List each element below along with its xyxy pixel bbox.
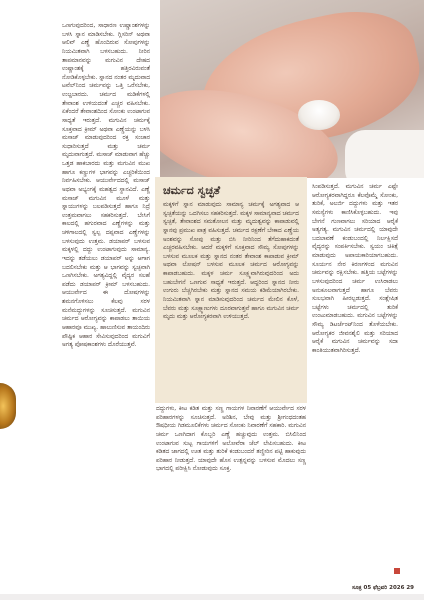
box-body: ಮಕ್ಕಳಿಗೆ ಸ್ನಾನ ಮಾಡುವುದು ಸಾಮಾನ್ಯ ಚರ್ಮಕ್ಕೆ ಅಗತ್ಯವಾದ ಆ ಸ್ವಚ್ಛತೆಯನ್ನು ಒದಗಿಸಲು ಸಹಕರಿಸುತ್ತದೆ. ಮಕ್ಕಳ ಸಾಮಾನ್ಯವಾದ ಚರ್ಮದ ಸ್ವಚ್ಛತೆ, ತೇವಾಂಶದ ಸಮತೋಲನ ಮತ್ತು ಮೃದುತ್ವವನ್ನು ಕಾಪಾಡುವಲ್ಲಿ ಸ್ನಾನವು ಪ್ರಮುಖ ಪಾತ್ರ ವಹಿಸುತ್ತದೆ. ಚರ್ಮದ ರಕ್ಷಣೆಗೆ ಬೇಕಾದ ಎಣ್ಣೆಯ ಅಂಶವನ್ನು ಸೋಪು ಮತ್ತು ಬಿಸಿ ನೀರಿನಿಂದ ತೆಗೆದುಹಾಕದಂತೆ ಎಚ್ಚರವಹಿಸಬೇಕು. ಆದರೆ ಮಕ್ಕಳಿಗೆ ಸೂಕ್ತವಾದ ಸೌಮ್ಯ ಸೋಪುಗಳನ್ನು ಬಳಸುವ ಮೂಲಕ ಮತ್ತು ಸ್ನಾನದ ನಂತರ ತೇವಾಂಶ ಕಾಪಾಡುವ ಕ್ರೀಮ್ ಅಥವಾ ಲೋಷನ್ ಬಳಸುವ ಮೂಲಕ ಚರ್ಮದ ಆರೋಗ್ಯವನ್ನು ಕಾಪಾಡಬಹುದು. ಮಕ್ಕಳ ಚರ್ಮ ಸೂಕ್ಷ್ಮವಾಗಿರುವುದರಿಂದ ಅದು ಬಹುಬೇಗನೆ ಒಣಗುವ ಸಾಧ್ಯತೆ ಇರುತ್ತದೆ. ಆದ್ದರಿಂದ ಸ್ನಾನದ ನೀರು ಉಗುರು ಬೆಚ್ಚಗಿರಬೇಕು ಮತ್ತು ಸ್ನಾನದ ಸಮಯ ಕಡಿಮೆಯಾಗಿರಬೇಕು. ನಿಯಮಿತವಾಗಿ ಸ್ನಾನ ಮಾಡಿಸುವುದರಿಂದ ಚರ್ಮದ ಮೇಲಿನ ಕೊಳೆ, ಬೆವರು ಮತ್ತು ಸೂಕ್ಷ್ಮಾಣುಗಳು ದೂರವಾಗುತ್ತವೆ ಹಾಗೂ ಮಗುವಿನ ಚರ್ಮ ಮೃದು ಮತ್ತು ಆರೋಗ್ಯಕರವಾಗಿ ಉಳಿಯುತ್ತದೆ. (163, 202, 299, 321)
middle-column-bottom (156, 405, 306, 560)
baby-massage-photo (160, 0, 424, 178)
towel (345, 130, 424, 178)
left-column-text: ಒಣಗುವುದರಿಂದ, ಸಾಧಾರಣ ಉಷ್ಣಾಂಶಗಳನ್ನು ಬಳಸಿ ಸ್ನಾನ ಮಾಡಿಸಬೇಕು. ಗ್ಲಿಸರಿನ್ ಅಥವಾ ಆಲಿವ್ ಎಣ್ಣೆ ಹೊಂದಿರುವ ಸೋಪುಗಳನ್ನು ನಿಯಮಿತವಾಗಿ ಬಳಸಬಹುದು. ನೀರಿನ ತಾಪಮಾನವನ್ನು ಮಗುವಿನ ದೇಹದ ಉಷ್ಣಾಂಶಕ್ಕೆ ಹತ್ತಿರವಿರುವಂತೆ ನೋಡಿಕೊಳ್ಳಬೇಕು. ಸ್ನಾನದ ನಂತರ ಮೃದುವಾದ ಟವೆಲ್‌ನಿಂದ ಚರ್ಮವನ್ನು ಒತ್ತಿ ಒರೆಸಬೇಕು, ಉಜ್ಜಬಾರದು. ಚರ್ಮದ ಮಡಿಕೆಗಳಲ್ಲಿ ತೇವಾಂಶ ಉಳಿಯದಂತೆ ಎಚ್ಚರ ವಹಿಸಬೇಕು. ಏಕೆಂದರೆ ತೇವಾಂಶದಿಂದ ಸೋಂಕು ಉಂಟಾಗುವ ಸಾಧ್ಯತೆ ಇರುತ್ತದೆ. ಮಗುವಿನ ಚರ್ಮಕ್ಕೆ ಸೂಕ್ತವಾದ ಕ್ರೀಮ್ ಅಥವಾ ಎಣ್ಣೆಯನ್ನು ಬಳಸಿ ಮಸಾಜ್ ಮಾಡುವುದರಿಂದ ರಕ್ತ ಸಂಚಾರ ಸುಧಾರಿಸುತ್ತದೆ ಮತ್ತು ಚರ್ಮ ಮೃದುವಾಗುತ್ತದೆ. ಮಸಾಜ್ ಮಾಡುವಾಗ ಹೆಚ್ಚು ಒತ್ತಡ ಹಾಕಬಾರದು ಮತ್ತು ಮಗುವಿನ ಮುಖ ಹಾಗೂ ಕಣ್ಣುಗಳ ಭಾಗವನ್ನು ಎಚ್ಚರಿಕೆಯಿಂದ ನಿರ್ವಹಿಸಬೇಕು. ಆಯುರ್ವೇದದಲ್ಲಿ ಮಸಾಜ್ ಅಥವಾ ಅಭ್ಯಂಗಕ್ಕೆ ಮಹತ್ವದ ಸ್ಥಾನವಿದೆ. ಎಣ್ಣೆ ಮಸಾಜ್ ಮಗುವಿನ ಮೂಳೆ ಮತ್ತು ಸ್ನಾಯುಗಳನ್ನು ಬಲಪಡಿಸುತ್ತದೆ ಹಾಗೂ ನಿದ್ರೆ ಉತ್ತಮವಾಗಲು ಸಹಕರಿಸುತ್ತದೆ. ಬೇಸಿಗೆ ಕಾಲದಲ್ಲಿ ಹಗುರವಾದ ಎಣ್ಣೆಗಳನ್ನು ಮತ್ತು ಚಳಿಗಾಲದಲ್ಲಿ ಸ್ವಲ್ಪ ದಪ್ಪವಾದ ಎಣ್ಣೆಗಳನ್ನು ಬಳಸುವುದು ಉತ್ತಮ. ಡಯಾಪರ್ ಬಳಸುವ ಮಕ್ಕಳಲ್ಲಿ ದದ್ದು ಉಂಟಾಗುವುದು ಸಾಮಾನ್ಯ. ಇದನ್ನು ತಡೆಯಲು ಡಯಾಪರ್ ಅನ್ನು ಆಗಾಗ ಬದಲಿಸಬೇಕು ಮತ್ತು ಆ ಭಾಗವನ್ನು ಸ್ವಚ್ಛವಾಗಿ ಒಣಗಿಸಬೇಕು. ಅಗತ್ಯವಿದ್ದಲ್ಲಿ ವೈದ್ಯರ ಸಲಹೆ ಪಡೆದು ಡಯಾಪರ್ ಕ್ರೀಮ್ ಬಳಸಬಹುದು. ಆಯುರ್ವೇದ ಈ ದೋಷಗಳನ್ನು ಶಮನಗೊಳಿಸಲು ಕೆಲವು ಸರಳ ಮನೆಮದ್ದುಗಳನ್ನು ಸೂಚಿಸುತ್ತದೆ. ಮಗುವಿನ ಚರ್ಮದ ಆರೋಗ್ಯವನ್ನು ಕಾಪಾಡಲು ತಾಯಿಯ ಆಹಾರವೂ ಮುಖ್ಯ. ಹಾಲುಣಿಸುವ ತಾಯಂದಿರು ಪೌಷ್ಟಿಕ ಆಹಾರ ಸೇವಿಸುವುದರಿಂದ ಮಗುವಿಗೆ ಅಗತ್ಯ ಪೋಷಕಾಂಶಗಳು ದೊರೆಯುತ್ತವೆ. (62, 23, 150, 349)
right-column-text: ಸಿಂಪಡಿಸುತ್ತದೆ. ಮಗುವಿನ ಚರ್ಮ ಎಷ್ಟೇ ಆರೋಗ್ಯಕರವಾಗಿದ್ದರೂ ಕೆಲವೊಮ್ಮೆ ಸೋಂಕು, ತುರಿಕೆ, ಅಲರ್ಜಿ ದದ್ದುಗಳು ಮತ್ತು ಇತರ ಸಮಸ್ಯೆಗಳು ಕಾಣಿಸಿಕೊಳ್ಳಬಹುದು. ಇವು ಬೇಗನೆ ಗುಣವಾಗಲು ಸರಿಯಾದ ಆರೈಕೆ ಅತ್ಯಗತ್ಯ. ಮಗುವಿನ ಚರ್ಮದಲ್ಲಿ ಯಾವುದೇ ಬದಲಾವಣೆ ಕಂಡುಬಂದಲ್ಲಿ ನಿರ್ಲಕ್ಷಿಸದೆ ವೈದ್ಯರನ್ನು ಸಂಪರ್ಕಿಸಬೇಕು. ಸ್ವಯಂ ಚಿಕಿತ್ಸೆ ಮಾಡುವುದು ಅಪಾಯಕಾರಿಯಾಗಬಹುದು. ಸೂರ್ಯನ ನೇರ ಕಿರಣಗಳಿಂದ ಮಗುವಿನ ಚರ್ಮವನ್ನು ರಕ್ಷಿಸಬೇಕು. ಹತ್ತಿಯ ಬಟ್ಟೆಗಳನ್ನು ಬಳಸುವುದರಿಂದ ಚರ್ಮ ಉಸಿರಾಡಲು ಅನುಕೂಲವಾಗುತ್ತದೆ ಹಾಗೂ ಬೆವರು ಸುಲಭವಾಗಿ ಹೀರಲ್ಪಡುತ್ತದೆ. ಸಂಶ್ಲೇಷಿತ ಬಟ್ಟೆಗಳು ಚರ್ಮದಲ್ಲಿ ತುರಿಕೆ ಉಂಟುಮಾಡಬಹುದು. ಮಗುವಿನ ಬಟ್ಟೆಗಳನ್ನು ಸೌಮ್ಯ ಡಿಟರ್ಜೆಂಟ್‌ನಿಂದ ತೊಳೆಯಬೇಕು. ಆರೋಗ್ಯಕರ ಜೀವನಶೈಲಿ ಮತ್ತು ಸರಿಯಾದ ಆರೈಕೆ ಮಗುವಿನ ಚರ್ಮವನ್ನು ಸದಾ ಕಾಂತಿಯುತವಾಗಿರಿಸುತ್ತದೆ. (312, 184, 398, 354)
right-column (312, 183, 398, 563)
middle-column-text: ದದ್ದುಗಳು, ಕೀಟ ಕಡಿತ ಮತ್ತು ಸಣ್ಣ ಗಾಯಗಳ ನಿವಾರಣೆಗೆ ಆಯುರ್ವೇದ ಸರಳ ಪರಿಹಾರಗಳನ್ನು ಸೂಚಿಸುತ್ತದೆ. ಅರಿಶಿನ, ಬೇವು ಮತ್ತು ಶ್ರೀಗಂಧದಂತಹ ಔಷಧೀಯ ಗಿಡಮೂಲಿಕೆಗಳು ಚರ್ಮದ ಸೋಂಕು ನಿವಾರಣೆಗೆ ಸಹಕಾರಿ. ಮಗುವಿನ ಚರ್ಮ ಒಣಗಿದಾಗ ಕೊಬ್ಬರಿ ಎಣ್ಣೆ ಹಚ್ಚುವುದು ಉತ್ತಮ. ಬಿಸಿಲಿನಿಂದ ಉಂಟಾಗುವ ಸುಟ್ಟ ಗಾಯಗಳಿಗೆ ಅಲೋವೆರಾ ಜೆಲ್ ಲೇಪಿಸಬಹುದು. ಕೀಟ ಕಡಿತದ ಜಾಗದಲ್ಲಿ ಊತ ಮತ್ತು ತುರಿಕೆ ಕಂಡುಬಂದರೆ ತಣ್ಣೀರಿನ ಪಟ್ಟಿ ಹಾಕುವುದು ಪರಿಹಾರ ನೀಡುತ್ತದೆ. ಯಾವುದೇ ಹೊಸ ಉತ್ಪನ್ನವನ್ನು ಬಳಸುವ ಮೊದಲು ಸಣ್ಣ ಭಾಗದಲ್ಲಿ ಪರೀಕ್ಷಿಸಿ ನೋಡುವುದು ಸೂಕ್ತ. (156, 406, 306, 473)
decorative-ornament (0, 383, 16, 429)
end-marker (394, 568, 400, 574)
highlight-box (155, 177, 307, 403)
left-column (62, 22, 150, 588)
box-heading: ಚರ್ಮದ ಸ್ವಚ್ಛತೆ (163, 184, 221, 197)
page-footer: ಸೂತ್ರ 05 ಫೆಬ್ರವರಿ 2026 29 (352, 585, 414, 591)
cream-jar (298, 100, 340, 130)
bottom-strip (0, 594, 424, 600)
